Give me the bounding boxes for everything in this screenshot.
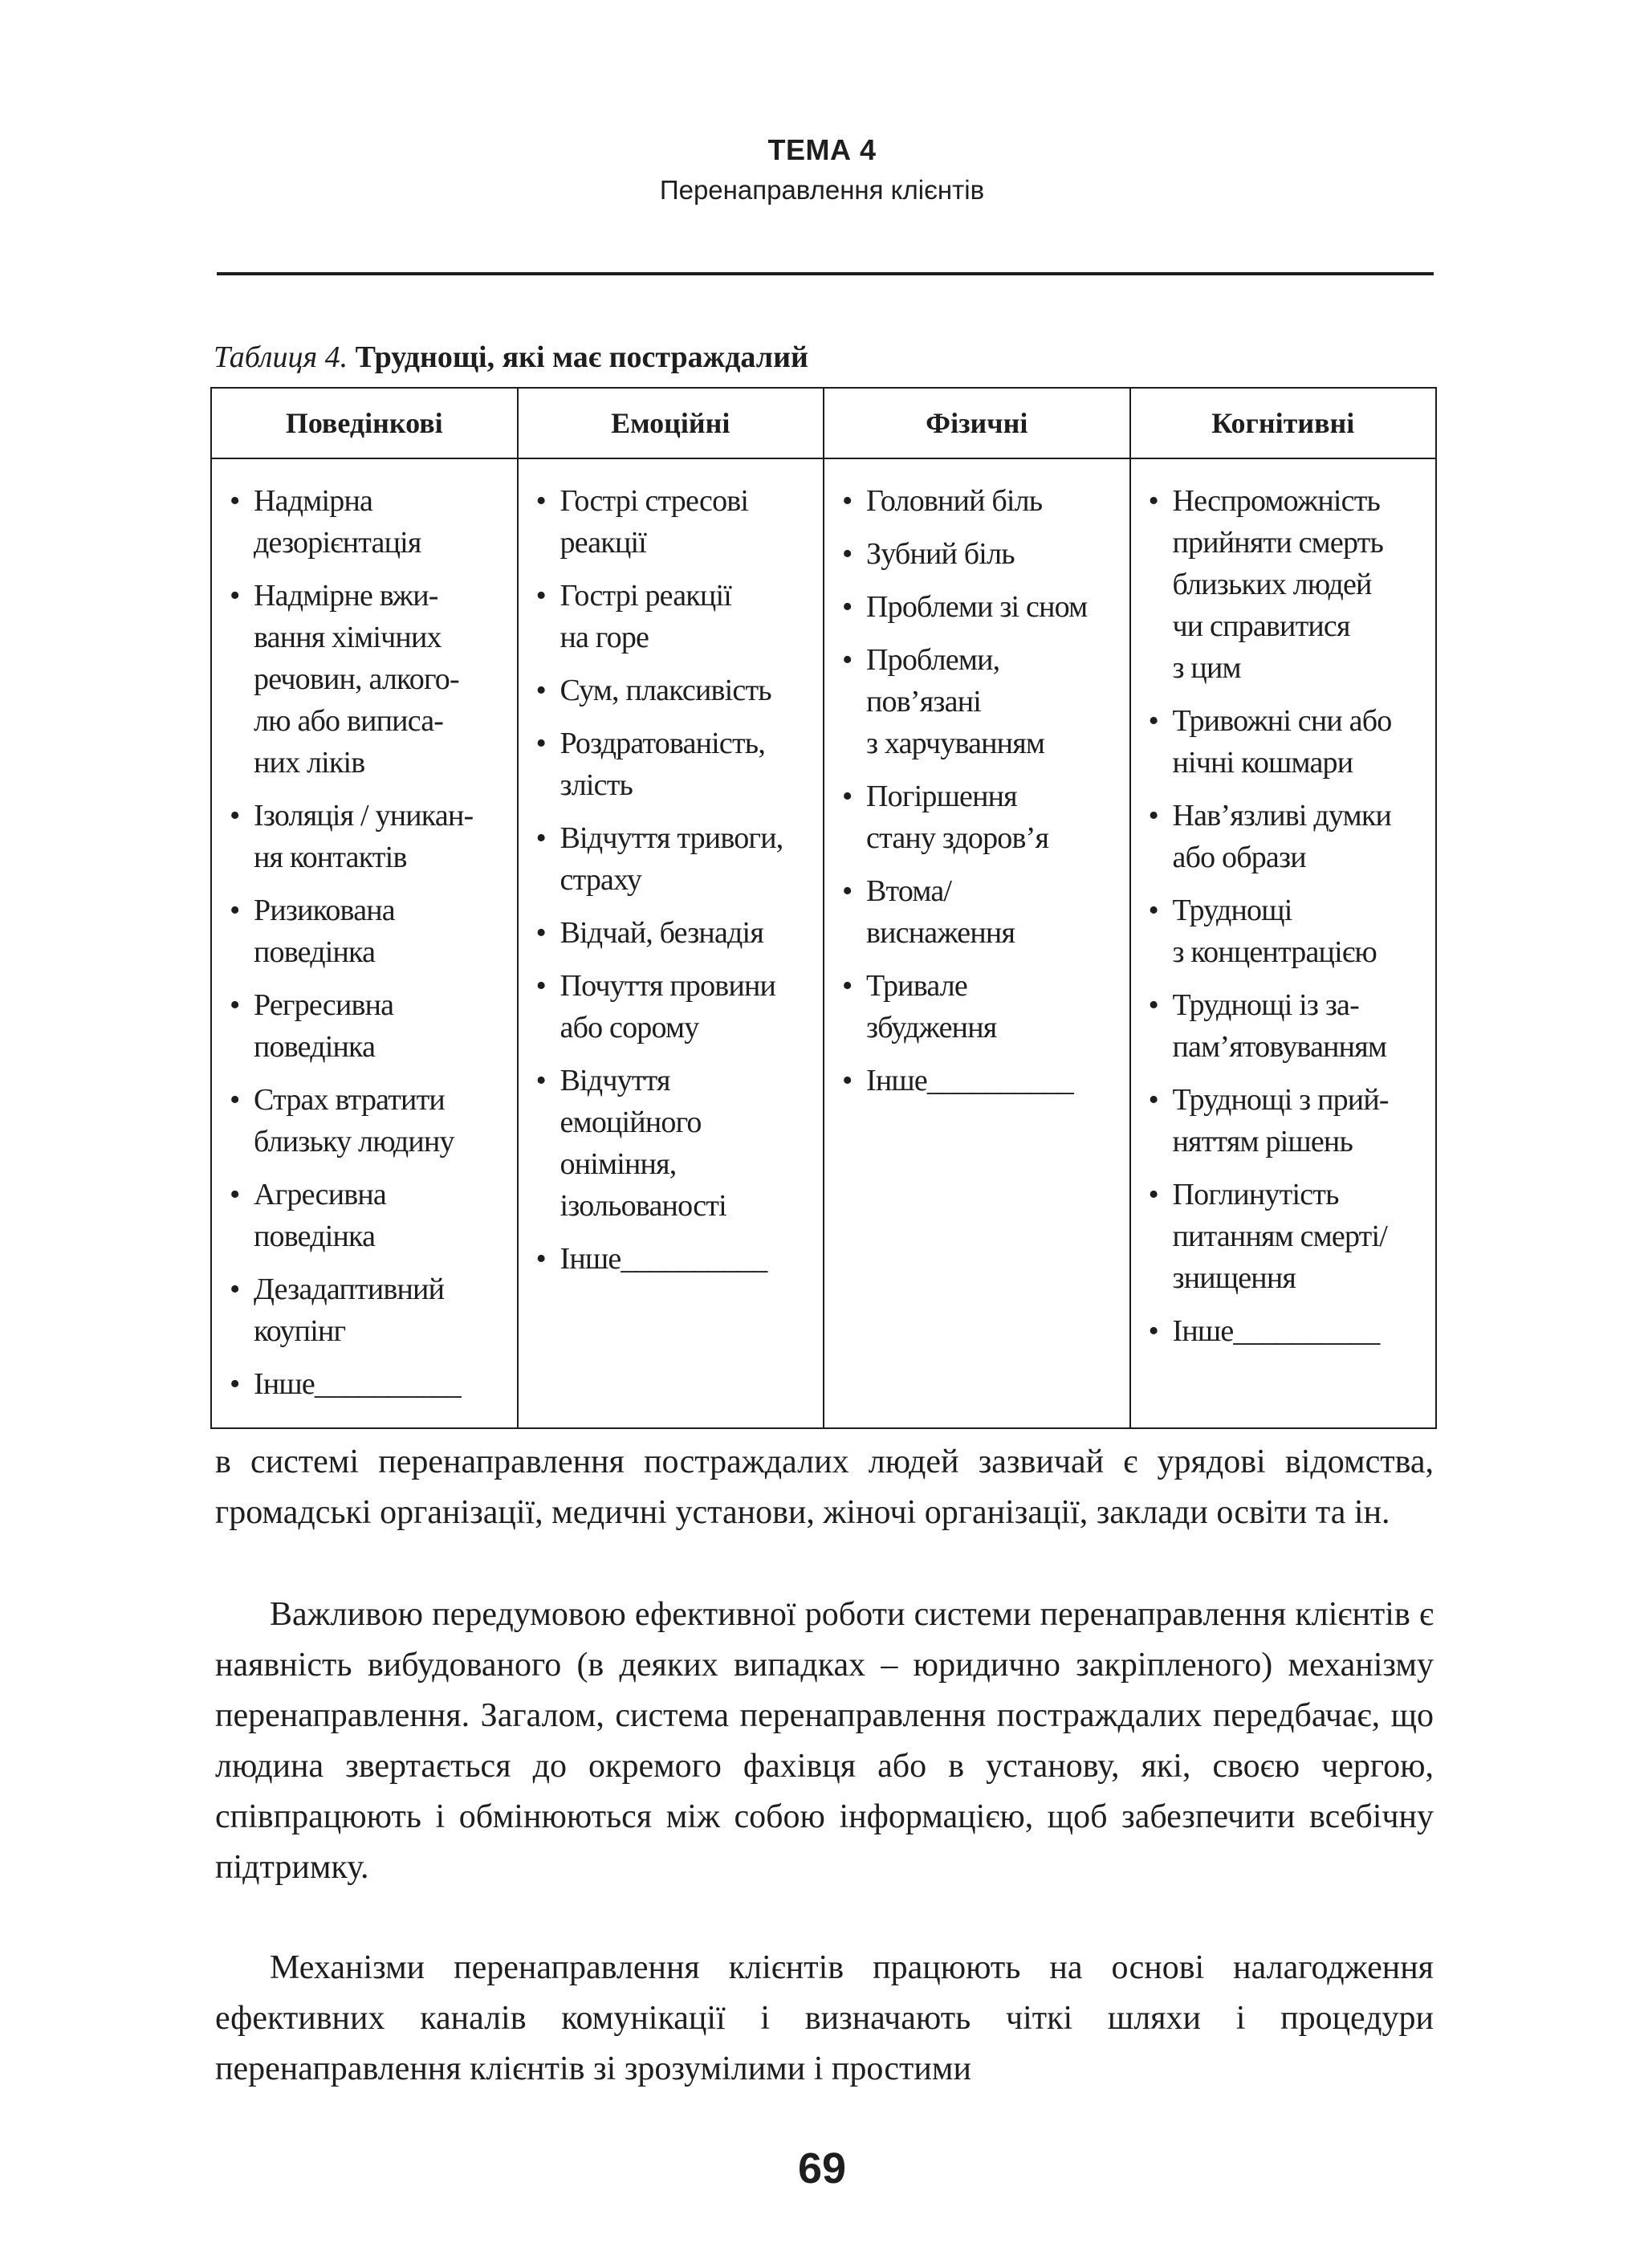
list-item: • Інше__________ [1149, 1310, 1430, 1352]
list-item: • Труднощі з прий- няттям рішень [1149, 1079, 1430, 1163]
list-item: • Погіршення стану здоров’я [842, 776, 1123, 859]
table-caption-label: Таблиця 4. [214, 340, 348, 374]
list-item: • Проблеми, пов’язані з харчуванням [842, 639, 1123, 764]
list-item: • Труднощі із за- пам’ятовуванням [1149, 984, 1430, 1068]
list-item: • Гострі реакції на горе [536, 575, 817, 658]
list-item: • Проблеми зі сном [842, 586, 1123, 628]
list-item: • Ізоляція / уникан- ня контактів [230, 795, 511, 878]
header-divider [217, 272, 1434, 275]
list-item: • Труднощі з концентрацією [1149, 890, 1430, 973]
list-item: • Втома/ виснаження [842, 870, 1123, 954]
list-item: • Роздратованість, злість [536, 723, 817, 806]
column-header: Поведінкові [211, 388, 518, 458]
list-item: • Агресивна поведінка [230, 1174, 511, 1257]
table-header-row [211, 388, 1436, 458]
table-cell-cognitive [1130, 458, 1437, 1428]
body-paragraph: Важливою передумовою ефективної роботи системи перенаправлення клієнтів є наявність вибудованого (в деяких випадках – юридично закріпленого) механізму перенаправлення. Загалом, система перенаправлення постраждалих передбачає, що людина звертається до окремого фахівця або в установу, які, своєю чергою, співпрацюють і обмінюються між собою інформацією, щоб забезпечити всебічну підтримку. [215, 1596, 1434, 1886]
list-item: • Надмірна дезорієнтація [230, 480, 511, 564]
list-item: • Регресивна поведінка [230, 984, 511, 1068]
list-item: • Дезадаптивний коупінг [230, 1268, 511, 1352]
list-item: • Зубний біль [842, 533, 1123, 575]
table-caption-title: Труднощі, які має постраждалий [355, 340, 808, 374]
table-cell-emotional [518, 458, 824, 1428]
body-paragraph: Механізми перенаправлення клієнтів працюють на основі налагодження ефективних каналів комунікації і визначають чіткі шляхи і процедури перенаправлення клієнтів зі зрозумілими і простими [215, 1949, 1434, 2087]
table-row [211, 458, 1436, 1428]
list-item: • Відчай, безнадія [536, 912, 817, 954]
page-number: 69 [797, 2144, 847, 2193]
list-item: • Сум, плаксивість [536, 670, 817, 711]
list-item: • Нав’язливі думки або образи [1149, 795, 1430, 878]
table-caption [214, 340, 808, 375]
list-item: • Головний біль [842, 480, 1123, 522]
bullet-list [230, 480, 511, 1405]
list-item: • Інше__________ [842, 1060, 1123, 1101]
list-item: • Гострі стресові реакції [536, 480, 817, 564]
list-item: • Ризикована поведінка [230, 890, 511, 973]
list-item: • Інше__________ [536, 1238, 817, 1280]
list-item: • Поглинутість питанням смерті/ знищення [1149, 1174, 1430, 1299]
list-item: • Надмірне вжи- вання хімічних речовин, алкого- лю або виписа- них ліків [230, 575, 511, 784]
bullet-list [536, 480, 817, 1280]
body-paragraph: в системі перенаправлення постраждалих людей зазвичай є урядові відомства, громадські організації, медичні установи, жіночі організації, заклади освіти та ін. [215, 1443, 1434, 1531]
list-item: • Неспроможність прийняти смерть близьких людей чи справитися з цим [1149, 480, 1430, 689]
list-item: • Страх втратити близьку людину [230, 1079, 511, 1163]
table-cell-physical [824, 458, 1130, 1428]
list-item: • Тривале збудження [842, 965, 1123, 1048]
difficulties-table [210, 387, 1437, 1429]
list-item: • Відчуття емоційного оніміння, ізольованості [536, 1060, 817, 1227]
list-item: • Тривожні сни або нічні кошмари [1149, 700, 1430, 784]
list-item: • Інше__________ [230, 1363, 511, 1405]
bullet-list [1149, 480, 1430, 1352]
column-header: Когнітивні [1130, 388, 1437, 458]
bullet-list [842, 480, 1123, 1101]
chapter-heading: ТЕМА 4 [767, 133, 877, 166]
table-cell-behavioral [211, 458, 518, 1428]
list-item: • Відчуття тривоги, страху [536, 817, 817, 901]
chapter-subtitle: Перенаправлення клієнтів [659, 175, 985, 205]
column-header: Фізичні [824, 388, 1130, 458]
column-header: Емоційні [518, 388, 824, 458]
list-item: • Почуття провини або сорому [536, 965, 817, 1048]
